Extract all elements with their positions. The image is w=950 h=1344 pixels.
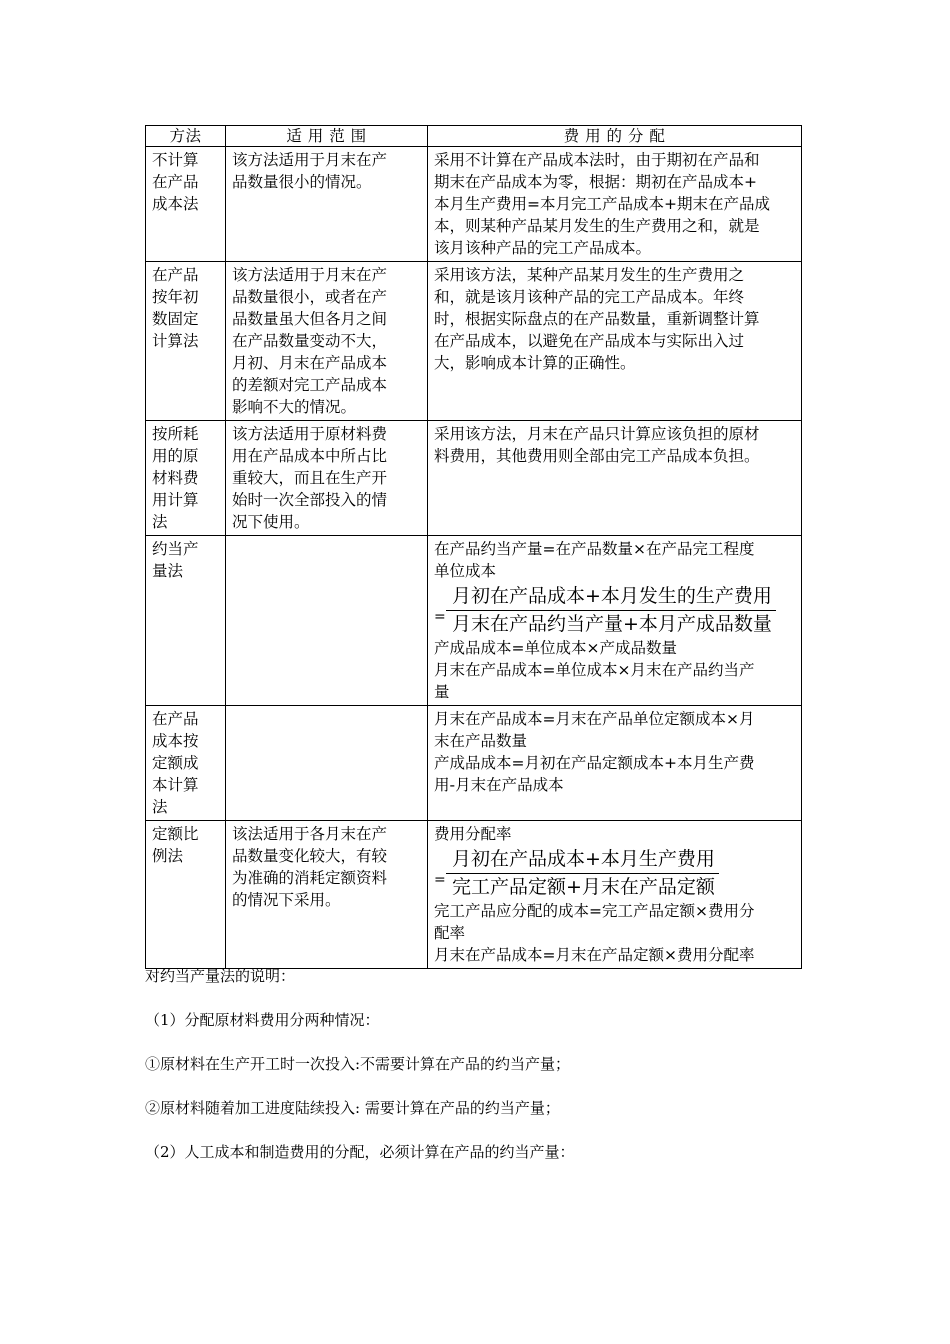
- note-item-1b: ②原材料随着加工进度陆续投入: 需要计算在产品的约当产量；: [145, 1099, 560, 1117]
- cost-method-table: [145, 125, 802, 969]
- method-cell: 不计算 在产品 成本法: [146, 147, 226, 262]
- table-row: [146, 821, 802, 969]
- scope-cell: [226, 706, 428, 821]
- table-row: [146, 421, 802, 536]
- table-row: [146, 536, 802, 706]
- fraction: [446, 847, 719, 900]
- equals-sign: =: [434, 871, 446, 888]
- notes-section: [145, 965, 865, 1185]
- allocation-cell: 在产品约当产量=在产品数量×在产品完工程度 单位成本 = $\frac{\text{月初在产品成本+本月发生的生产费用}}{\text{月末在产品约当产量+本月产成品数量}}$ 产成品成本=单位成本×产成品数量 月末在产品成本=单位成本×月末在产品约当产 量: [428, 536, 802, 706]
- allocation-cell: 费用分配率 = $\frac{\text{月初在产品成本+本月生产费用}}{\text{完工产品定额+月末在产品定额}}$ 完工产品应分配的成本=完工产品定额×费用分 配率 月末在产品成本=月末在产品定额×费用分配率: [428, 821, 802, 969]
- table-row: [146, 706, 802, 821]
- equals-sign: =: [434, 608, 446, 625]
- fraction: [446, 584, 776, 637]
- fraction-denominator: 月末在产品约当产量+本月产成品数量: [452, 613, 772, 635]
- scope-cell: 该法适用于各月末在产 品数量变化较大，有较 为准确的消耗定额资料 的情况下采用。: [226, 821, 428, 969]
- allocation-cell: 采用不计算在产品成本法时，由于期初在产品和 期末在产品成本为零，根据：期初在产品成本+ 本月生产费用=本月完工产品成本+期末在产品成 本，则某种产品某月发生的生产费用之和，就是 该月该种产品的完工产品成本。: [428, 147, 802, 262]
- fraction-denominator: 完工产品定额+月末在产品定额: [452, 876, 715, 898]
- allocation-cell: 采用该方法，月末在产品只计算应该负担的原材 料费用，其他费用则全部由完工产品成本负担。: [428, 421, 802, 536]
- note-item-1: （1）分配原材料费用分两种情况：: [145, 1011, 380, 1029]
- unit-cost-formula: [434, 584, 795, 637]
- method-cell: 约当产 量法: [146, 536, 226, 706]
- table-row: [146, 262, 802, 421]
- scope-cell: 该方法适用于月末在产 品数量很小，或者在产 品数量虽大但各月之间 在产品数量变动不大， 月初、月末在产品成本 的差额对完工产品成本 影响不大的情况。: [226, 262, 428, 421]
- method-cell: 按所耗 用的原 材料费 用计算 法: [146, 421, 226, 536]
- header-allocation: 费 用 的 分 配: [428, 126, 802, 147]
- scope-cell: [226, 536, 428, 706]
- scope-cell: 该方法适用于月末在产 品数量很小的情况。: [226, 147, 428, 262]
- allocation-cell: 月末在产品成本=月末在产品单位定额成本×月 末在产品数量 产成品成本=月初在产品定额成本+本月生产费 用-月末在产品成本: [428, 706, 802, 821]
- table-header-row: [146, 126, 802, 147]
- fraction-numerator: 月初在产品成本+本月发生的生产费用: [446, 584, 776, 611]
- allocation-rate-formula: [434, 847, 795, 900]
- note-item-1a: ①原材料在生产开工时一次投入:不需要计算在产品的约当产量；: [145, 1055, 571, 1073]
- note-item-2: （2）人工成本和制造费用的分配，必须计算在产品的约当产量：: [145, 1143, 575, 1161]
- method-cell: 定额比 例法: [146, 821, 226, 969]
- table-row: [146, 147, 802, 262]
- allocation-cell: 采用该方法，某种产品某月发生的生产费用之 和，就是该月该种产品的完工产品成本。年终 时，根据实际盘点的在产品数量，重新调整计算 在产品成本，以避免在产品成本与实际出入过 大，影响成本计算的正确性。: [428, 262, 802, 421]
- method-cell: 在产品 按年初 数固定 计算法: [146, 262, 226, 421]
- method-cell: 在产品 成本按 定额成 本计算 法: [146, 706, 226, 821]
- notes-title: 对约当产量法的说明：: [145, 967, 296, 985]
- header-scope: 适 用 范 围: [226, 126, 428, 147]
- header-method: 方法: [146, 126, 226, 147]
- fraction-numerator: 月初在产品成本+本月生产费用: [446, 847, 719, 874]
- scope-cell: 该方法适用于原材料费 用在产品成本中所占比 重较大，而且在生产开 始时一次全部投入的情 况下使用。: [226, 421, 428, 536]
